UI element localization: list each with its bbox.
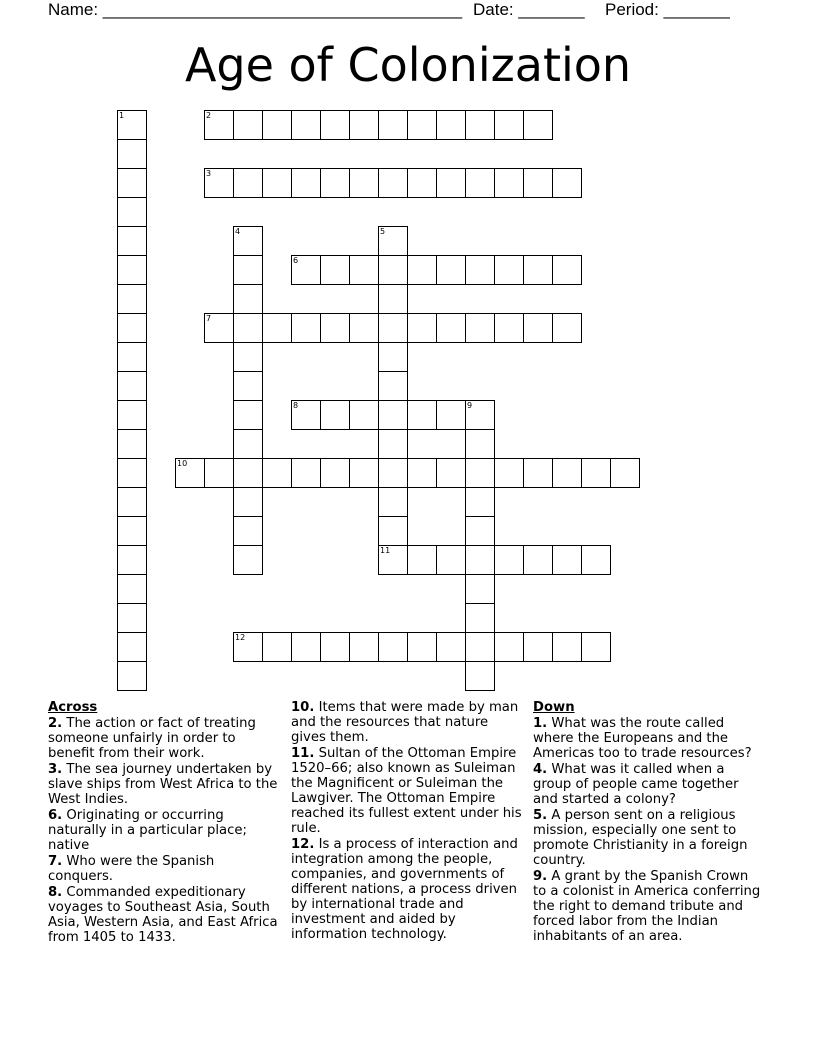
grid-cell[interactable] (407, 400, 437, 430)
grid-cell[interactable] (233, 429, 263, 459)
clue-number: 6 (293, 256, 299, 265)
grid-cell[interactable] (494, 632, 524, 662)
grid-cell[interactable] (349, 632, 379, 662)
grid-cell[interactable] (378, 632, 408, 662)
grid-cell[interactable] (233, 371, 263, 401)
grid-cell[interactable] (494, 313, 524, 343)
clue-down-5: 5. A person sent on a religious mission, especially one sent to promote Christianity in a foreign country. (533, 808, 748, 868)
grid-cell[interactable] (117, 458, 147, 488)
grid-cell[interactable] (610, 458, 640, 488)
grid-cell[interactable] (349, 313, 379, 343)
grid-cell[interactable] (291, 313, 321, 343)
grid-cell[interactable] (552, 168, 582, 198)
grid-cell[interactable] (407, 110, 437, 140)
grid-cell[interactable] (117, 139, 147, 169)
grid-cell[interactable] (291, 110, 321, 140)
grid-cell[interactable] (523, 110, 553, 140)
grid-cell[interactable] (262, 168, 292, 198)
grid-cell[interactable] (465, 603, 495, 633)
clue-across-6: 6. Originating or occurring naturally in a particular place; native (48, 808, 247, 853)
grid-cell[interactable] (117, 284, 147, 314)
clue-number: 2 (206, 111, 212, 120)
grid-cell[interactable] (117, 371, 147, 401)
grid-cell[interactable] (320, 458, 350, 488)
period-field[interactable]: Period: _______ (605, 0, 730, 19)
grid-cell[interactable] (407, 255, 437, 285)
grid-cell[interactable] (407, 313, 437, 343)
grid-cell[interactable] (494, 545, 524, 575)
grid-cell[interactable] (117, 226, 147, 256)
grid-cell[interactable] (465, 255, 495, 285)
grid-cell[interactable] (523, 632, 553, 662)
grid-cell[interactable] (378, 313, 408, 343)
grid-cell[interactable] (494, 458, 524, 488)
clue-across-12: 12. Is a process of interaction and integration among the people, companies, and governments of different nations, a process driven by international trade and investment and aided by information technology. (291, 837, 518, 942)
clue-across-3: 3. The sea journey undertaken by slave ships from West Africa to the West Indies. (48, 762, 278, 807)
grid-cell[interactable] (378, 168, 408, 198)
grid-cell[interactable] (117, 661, 147, 691)
grid-cell[interactable] (117, 545, 147, 575)
grid-cell[interactable] (378, 429, 408, 459)
clue-number: 11 (380, 546, 391, 555)
across-heading: Across (48, 700, 98, 715)
grid-cell[interactable] (262, 110, 292, 140)
grid-cell[interactable] (378, 371, 408, 401)
grid-cell[interactable] (581, 458, 611, 488)
grid-cell[interactable] (523, 168, 553, 198)
grid-cell[interactable] (117, 255, 147, 285)
grid-cell[interactable] (581, 545, 611, 575)
grid-cell[interactable] (349, 168, 379, 198)
grid-cell[interactable] (436, 632, 466, 662)
grid-cell[interactable] (494, 110, 524, 140)
across-clues-col1 (48, 700, 280, 946)
grid-cell[interactable] (349, 458, 379, 488)
grid-cell[interactable] (233, 110, 263, 140)
clue-across-7: 7. Who were the Spanish conquers. (48, 854, 215, 884)
clue-number: 8 (293, 401, 299, 410)
grid-cell[interactable] (117, 603, 147, 633)
grid-cell[interactable] (523, 545, 553, 575)
grid-cell[interactable] (117, 574, 147, 604)
grid-cell[interactable] (465, 458, 495, 488)
grid-cell[interactable] (291, 458, 321, 488)
grid-cell[interactable] (465, 545, 495, 575)
clue-number: 9 (467, 401, 473, 410)
grid-cell[interactable] (262, 632, 292, 662)
clue-down-4: 4. What was it called when a group of people came together and started a colony? (533, 762, 739, 807)
clue-number: 7 (206, 314, 212, 323)
grid-cell[interactable] (291, 632, 321, 662)
grid-cell[interactable] (494, 255, 524, 285)
grid-cell[interactable] (233, 168, 263, 198)
grid-cell[interactable] (465, 168, 495, 198)
clue-number: 5 (380, 227, 386, 236)
grid-cell[interactable] (320, 400, 350, 430)
grid-cell[interactable] (117, 197, 147, 227)
grid-cell[interactable] (378, 255, 408, 285)
grid-cell[interactable] (465, 429, 495, 459)
name-field[interactable]: Name: ______________________________________ (48, 0, 463, 19)
grid-cell[interactable] (465, 661, 495, 691)
grid-cell[interactable] (262, 458, 292, 488)
grid-cell[interactable] (436, 110, 466, 140)
grid-cell[interactable] (436, 545, 466, 575)
grid-cell[interactable] (378, 458, 408, 488)
grid-cell[interactable] (233, 342, 263, 372)
clue-across-8: 8. Commanded expeditionary voyages to Southeast Asia, South Asia, Western Asia, and East Africa from 1405 to 1433. (48, 885, 278, 945)
grid-cell[interactable] (117, 632, 147, 662)
grid-cell[interactable] (465, 110, 495, 140)
grid-cell[interactable] (233, 458, 263, 488)
grid-cell[interactable] (407, 458, 437, 488)
grid-cell[interactable] (233, 313, 263, 343)
grid-cell[interactable] (233, 400, 263, 430)
page-title: Age of Colonization (184, 38, 632, 92)
grid-cell[interactable] (320, 168, 350, 198)
grid-cell[interactable] (233, 255, 263, 285)
grid-cell[interactable] (233, 487, 263, 517)
across-clues-col2 (291, 700, 523, 943)
grid-cell[interactable] (465, 487, 495, 517)
grid-cell[interactable] (465, 632, 495, 662)
grid-cell[interactable] (378, 342, 408, 372)
grid-cell[interactable] (494, 168, 524, 198)
grid-cell[interactable] (436, 458, 466, 488)
grid-cell[interactable] (291, 168, 321, 198)
grid-cell[interactable] (349, 400, 379, 430)
grid-cell[interactable] (349, 255, 379, 285)
grid-cell[interactable] (320, 110, 350, 140)
clue-across-10: 10. Items that were made by man and the resources that nature gives them. (291, 700, 519, 745)
grid-cell[interactable] (465, 313, 495, 343)
grid-cell[interactable] (378, 284, 408, 314)
clue-across-2: 2. The action or fact of treating someone unfairly in order to benefit from their work. (48, 716, 256, 761)
down-heading: Down (533, 700, 575, 715)
grid-cell[interactable] (233, 516, 263, 546)
grid-cell[interactable] (523, 313, 553, 343)
grid-cell[interactable] (523, 255, 553, 285)
clue-number: 12 (235, 633, 246, 642)
grid-cell[interactable] (262, 313, 292, 343)
grid-cell[interactable] (117, 168, 147, 198)
grid-cell[interactable] (378, 400, 408, 430)
date-field[interactable]: Date: _______ (473, 0, 585, 19)
clue-across-11: 11. Sultan of the Ottoman Empire 1520–66; also known as Suleiman the Magnificent or Suleiman the Lawgiver. The Ottoman Empire reached its fullest extent under his rule. (291, 746, 522, 836)
grid-cell[interactable] (436, 255, 466, 285)
grid-cell[interactable] (552, 313, 582, 343)
down-clues (533, 700, 765, 945)
grid-cell[interactable] (117, 516, 147, 546)
grid-cell[interactable] (436, 168, 466, 198)
grid-cell[interactable] (117, 342, 147, 372)
grid-cell[interactable] (465, 516, 495, 546)
clue-number: 3 (206, 169, 212, 178)
clue-number: 10 (177, 459, 188, 468)
grid-cell[interactable] (378, 516, 408, 546)
grid-cell[interactable] (233, 284, 263, 314)
grid-cell[interactable] (117, 429, 147, 459)
grid-cell[interactable] (378, 487, 408, 517)
grid-cell[interactable] (552, 458, 582, 488)
grid-cell[interactable] (436, 313, 466, 343)
grid-cell[interactable] (581, 632, 611, 662)
grid-cell[interactable] (465, 574, 495, 604)
clue-down-1: 1. What was the route called where the Europeans and the Americas too to trade resources? (533, 716, 752, 761)
grid-cell[interactable] (436, 400, 466, 430)
grid-cell[interactable] (407, 168, 437, 198)
grid-cell[interactable] (320, 313, 350, 343)
clue-number: 4 (235, 227, 241, 236)
grid-cell[interactable] (378, 110, 408, 140)
grid-cell[interactable] (523, 458, 553, 488)
grid-cell[interactable] (552, 545, 582, 575)
grid-cell[interactable] (552, 255, 582, 285)
grid-cell[interactable] (117, 487, 147, 517)
grid-cell[interactable] (349, 110, 379, 140)
grid-cell[interactable] (204, 458, 234, 488)
grid-cell[interactable] (407, 632, 437, 662)
grid-cell[interactable] (320, 255, 350, 285)
grid-cell[interactable] (117, 400, 147, 430)
grid-cell[interactable] (233, 545, 263, 575)
clue-down-9: 9. A grant by the Spanish Crown to a colonist in America conferring the right to demand tribute and forced labor from the Indian inhabitants of an area. (533, 869, 761, 944)
grid-cell[interactable] (320, 632, 350, 662)
grid-cell[interactable] (407, 545, 437, 575)
grid-cell[interactable] (117, 313, 147, 343)
grid-cell[interactable] (552, 632, 582, 662)
clue-number: 1 (119, 111, 125, 120)
